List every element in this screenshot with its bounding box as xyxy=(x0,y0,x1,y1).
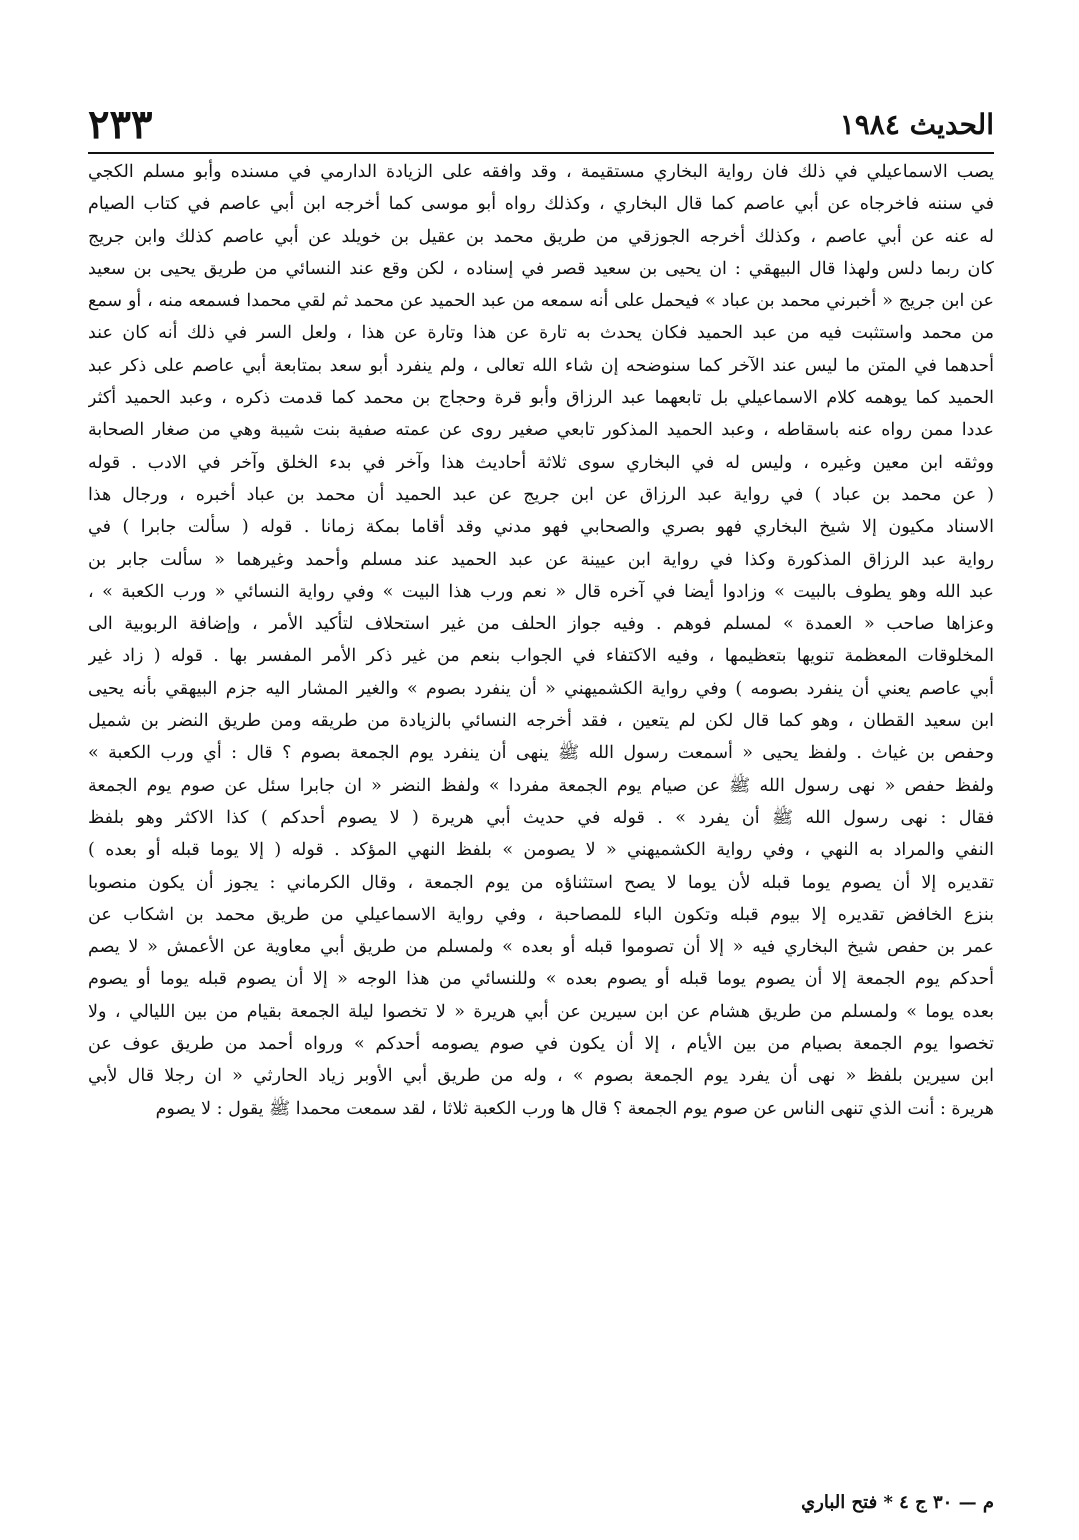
text-line: له عنه عن أبي عاصم ، وكذلك أخرجه الجوزقي من طريق محمد بن عقيل بن خويلد عن أبي عاصم كذلك وابن جريج xyxy=(88,226,994,247)
text-line: عبد الله وهو يطوف بالبيت » وزادوا أيضا في آخره قال « نعم ورب هذا البيت » وفي رواية النسائي « ورب الكعبة » ، xyxy=(88,581,994,602)
text-line: وعزاها صاحب « العمدة » لمسلم فوهم . وفيه جواز الحلف من غير استحلاف لتأكيد الأمر ، وإضافة الربوبية الى xyxy=(88,614,994,635)
text-line: ابن سيرين بلفظ « نهى أن يفرد يوم الجمعة بصوم » ، وله من طريق أبي الأوبر زياد الحارثي « ان رجلا قال لأبي xyxy=(88,1066,994,1087)
text-line: المخلوقات المعظمة تنويها بتعظيمها ، وفيه الاكتفاء في الجواب بنعم من غير ذكر الأمر المفسر بها . قوله ( زاد غير xyxy=(88,646,994,667)
text-line: تخصوا يوم الجمعة بصيام من بين الأيام ، إلا أن يكون في صوم يصومه أحدكم » ورواه أحمد من طريق عوف عن xyxy=(88,1034,994,1055)
page-number: ٢٣٣ xyxy=(88,101,153,148)
text-line: ولفظ حفص « نهى رسول الله ﷺ عن صيام يوم الجمعة مفردا » ولفظ النضر « ان جابرا سئل عن صوم يوم الجمعة xyxy=(88,775,994,796)
text-line: عمر بن حفص شيخ البخاري فيه « إلا أن تصوموا قبله أو بعده » ولمسلم من طريق أبي معاوية عن الأعمش « لا يصم xyxy=(88,937,994,958)
text-line: بنزع الخافض تقديره إلا بيوم قبله وتكون الباء للمصاحبة ، وفي رواية الاسماعيلي من طريق محمد بن اشكاب عن xyxy=(88,904,994,925)
text-line: هريرة : أنت الذي تنهى الناس عن صوم يوم الجمعة ؟ قال ها ورب الكعبة ثلاثا ، لقد سمعت محمدا ﷺ يقول : لا يصوم xyxy=(155,1098,994,1119)
text-line: عددا ممن رواه عنه باسقاطه ، وعبد الحميد المذكور تابعي صغير روى عن عمته صفية بنت شيبة وهي من صغار الصحابة xyxy=(88,420,994,441)
text-line: وحفص بن غياث . ولفظ يحيى « أسمعت رسول الله ﷺ ينهى أن ينفرد يوم الجمعة بصوم ؟ قال : أي ورب الكعبة » xyxy=(88,743,994,764)
text-line: ابن سعيد القطان ، وهو كما قال لكن لم يتعين ، فقد أخرجه النسائي بالزيادة من طريقه ومن طريق النضر بن شميل xyxy=(88,711,994,732)
text-line: أبي عاصم يعني أن ينفرد بصومه ) وفي رواية الكشميهني « أن ينفرد بصوم » والغير المشار اليه جزم البيهقي بأنه يحيى xyxy=(88,678,994,699)
text-line: ( عن محمد بن عباد ) في رواية عبد الرزاق عن ابن جريج عن عبد الحميد أن محمد بن عباد أخبره ، ورجال هذا xyxy=(88,484,994,505)
text-line: الاسناد مكيون إلا شيخ البخاري فهو بصري والصحابي فهو مدني وقد أقاما بمكة زمانا . قوله ( سألت جابرا ) في xyxy=(88,517,994,538)
text-line: يصب الاسماعيلي في ذلك فان رواية البخاري مستقيمة ، وقد وافقه على الزيادة الدارمي في مسنده وأبو مسلم الكجي xyxy=(88,162,994,182)
page-header xyxy=(88,100,994,150)
text-line: بعده يوما » ولمسلم من طريق هشام عن ابن سيرين عن أبي هريرة « لا تخصوا ليلة الجمعة بقيام من بين الليالي ، ولا xyxy=(88,1001,994,1022)
text-line: ووثقه ابن معين وغيره ، وليس له في البخاري سوى ثلاثة أحاديث هذا وآخر في بدء الخلق وآخر في الادب . قوله xyxy=(88,452,994,473)
text-line: فقال : نهى رسول الله ﷺ أن يفرد » . قوله في حديث أبي هريرة ( لا يصوم أحدكم ) كذا الاكثر وهو بلفظ xyxy=(88,807,994,828)
text-line: أحدهما في المتن ما ليس عند الآخر كما سنوضحه إن شاء الله تعالى ، ولم ينفرد أبو سعد بمتابعة أبي عاصم على ذكر عبد xyxy=(88,355,994,376)
header-rule xyxy=(88,152,994,154)
text-line: في سننه فاخرجاه عن أبي عاصم كما قال البخاري ، وكذلك رواه أبو موسى كما أخرجه ابن أبي عاصم في كتاب الصيام xyxy=(88,194,994,215)
printer-signature: م — ٣٠ ج ٤ * فتح الباري xyxy=(801,1492,994,1513)
text-line: كان ربما دلس ولهذا قال البيهقي : ان يحيى بن سعيد قصر في إسناده ، لكن وقع عند النسائي من طريق يحيى بن سعيد xyxy=(88,258,994,279)
text-line: عن ابن جريج « أخبرني محمد بن عباد » فيحمل على أنه سمعه من عبد الحميد عن محمد ثم لقي محمدا فسمعه منه ، أو سمع xyxy=(88,291,994,312)
text-line: الحميد كما يوهمه كلام الاسماعيلي بل تابعهما عبد الرزاق وأبو قرة وحجاج بن محمد كما قدمت ذكره ، وعبد الحميد أكثر xyxy=(88,388,994,409)
text-line: رواية عبد الرزاق المذكورة وكذا في رواية ابن عيينة عن عبد الحميد عند مسلم وأحمد وغيرهما « سألت جابر بن xyxy=(88,549,994,570)
text-line: النفي والمراد به النهي ، وفي رواية الكشميهني « لا يصومن » بلفظ النهي المؤكد . قوله ( إلا يوما قبله أو بعده ) xyxy=(88,840,994,861)
text-line: تقديره إلا أن يصوم يوما قبله لأن يوما لا يصح استثناؤه من يوم الجمعة ، وقال الكرماني : يجوز أن يكون منصوبا xyxy=(88,872,994,893)
text-line: أحدكم يوم الجمعة إلا أن يصوم يوما قبله أو يصوم بعده » وللنسائي من هذا الوجه « إلا أن يصوم قبله يوما أو يصوم xyxy=(88,969,994,990)
body-text xyxy=(88,156,994,1125)
running-head: الحديث ١٩٨٤ xyxy=(839,108,994,141)
text-line: من محمد واستثبت فيه من عبد الحميد فكان يحدث به تارة عن هذا وتارة عن هذا ، ولعل السر في ذلك أنه كان عند xyxy=(88,323,994,344)
